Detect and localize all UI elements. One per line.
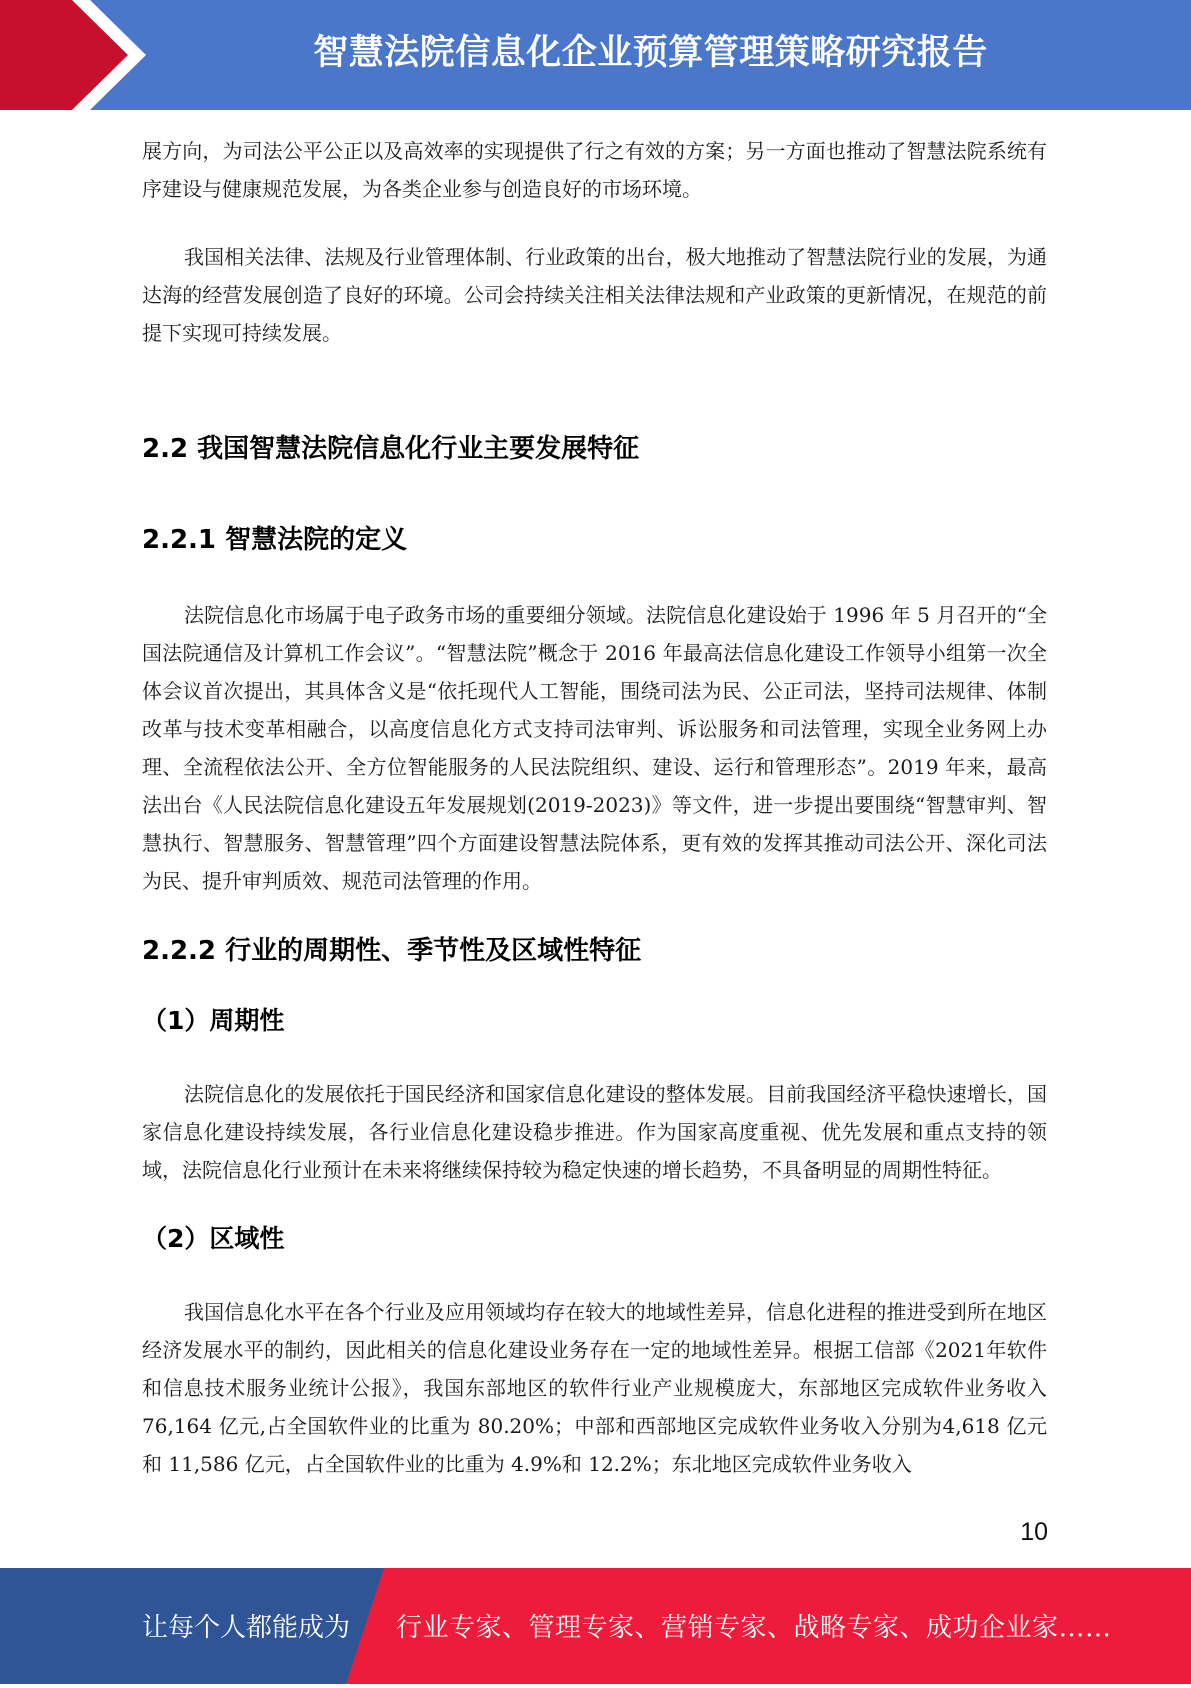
paragraph-continuation: 展方向，为司法公平公正以及高效率的实现提供了行之有效的方案；另一方面也推动了智慧法院系统有序建设与健康规范发展，为各类企业参与创造良好的市场环境。 [142,139,1047,201]
section-heading-2-2-1: 2.2.1 智慧法院的定义 [142,525,408,555]
section-heading-2-2-2: 2.2.2 行业的周期性、季节性及区域性特征 [142,936,642,966]
section-heading-2-2: 2.2 我国智慧法院信息化行业主要发展特征 [142,434,640,464]
footer-banner [0,1568,1191,1684]
document-title: 智慧法院信息化企业预算管理策略研究报告 [313,33,988,73]
footer-slogan-left: 让每个人都能成为 [142,1613,351,1643]
paragraph-policy: 我国相关法律、法规及行业管理体制、行业政策的出台，极大地推动了智慧法院行业的发展，为通达海的经营发展创造了良好的环境。公司会持续关注相关法律法规和产业政策的更新情况，在规范的前提下实现可持续发展。 [142,245,1047,345]
header-banner [0,0,1191,110]
paragraph-regionality: 我国信息化水平在各个行业及应用领域均存在较大的地域性差异，信息化进程的推进受到所在地区经济发展水平的制约，因此相关的信息化建设业务存在一定的地域性差异。根据工信部《2021年软件和信息技术服务业统计公报》，我国东部地区的软件行业产业规模庞大，东部地区完成软件业务收入 76,164 亿元,占全国软件业的比重为 80.20%；中部和西部地区完成软件业务收入分别为4,618 亿元和 11,586 亿元，占全国软件业的比重为 4.9%和 12.2%；东北地区完成软件业务收入 [142,1300,1047,1476]
paragraph-definition: 法院信息化市场属于电子政务市场的重要细分领域。法院信息化建设始于 1996 年 5 月召开的“全国法院通信及计算机工作会议”。“智慧法院”概念于 2016 年最高法信息化建设工作领导小组第一次全体会议首次提出，其具体含义是“依托现代人工智能，围绕司法为民、公正司法，坚持司法规律、体制改革与技术变革相融合，以高度信息化方式支持司法审判、诉讼服务和司法管理，实现全业务网上办理、全流程依法公开、全方位智能服务的人民法院组织、建设、运行和管理形态”。2019 年来，最高法出台《人民法院信息化建设五年发展规划(2019-2023)》等文件，进一步提出要围绕“智慧审判、智慧执行、智慧服务、智慧管理”四个方面建设智慧法院体系，更有效的发挥其推动司法公开、深化司法为民、提升审判质效、规范司法管理的作用。 [142,603,1047,893]
page-number: 10 [1020,1518,1048,1546]
subheading-regionality: （2）区域性 [142,1224,285,1253]
paragraph-cyclicality: 法院信息化的发展依托于国民经济和国家信息化建设的整体发展。目前我国经济平稳快速增长，国家信息化建设持续发展，各行业信息化建设稳步推进。作为国家高度重视、优先发展和重点支持的领域，法院信息化行业预计在未来将继续保持较为稳定快速的增长趋势，不具备明显的周期性特征。 [142,1082,1047,1182]
subheading-cyclicality: （1）周期性 [142,1006,285,1035]
footer-slogan-right: 行业专家、管理专家、营销专家、战略专家、成功企业家…… [396,1613,1112,1643]
page-content [142,132,1047,1483]
